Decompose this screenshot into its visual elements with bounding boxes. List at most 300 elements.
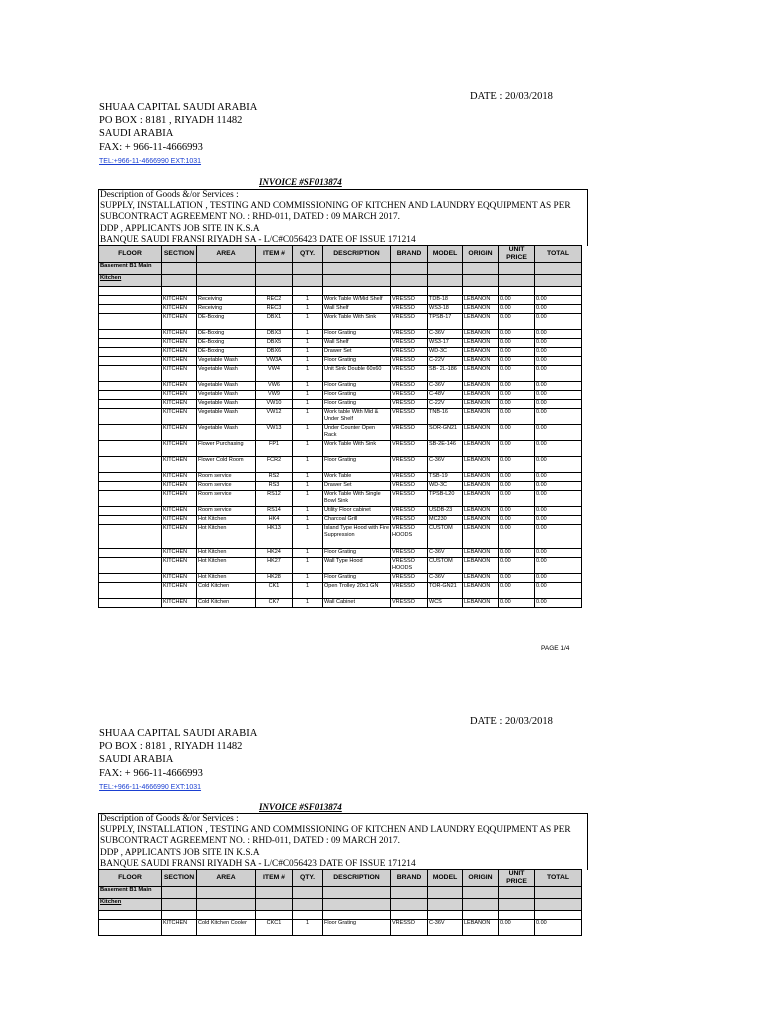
cell-origin: LEBANON xyxy=(463,382,499,391)
cell-brand: VRESSO xyxy=(391,599,428,608)
table-row xyxy=(99,558,582,574)
company-name: SHUAA CAPITAL SAUDI ARABIA xyxy=(99,102,258,113)
table-row xyxy=(99,425,582,441)
cell-qty: 1 xyxy=(293,574,323,583)
empty-cell xyxy=(391,287,428,296)
cell-area: Room service xyxy=(197,482,256,491)
cell-model: TDB-18 xyxy=(428,296,463,305)
cell-floor xyxy=(99,441,162,457)
cell-section: KITCHEN xyxy=(162,441,197,457)
cell-total: 0.00 xyxy=(535,425,582,441)
cell-model: C-22V xyxy=(428,400,463,409)
empty-cell xyxy=(162,287,197,296)
cell-origin: LEBANON xyxy=(463,400,499,409)
cell-brand: VRESSO xyxy=(391,366,428,382)
cell-item: HK13 xyxy=(256,525,293,549)
cell-floor xyxy=(99,366,162,382)
cell-qty: 1 xyxy=(293,305,323,314)
group-cell xyxy=(162,275,197,287)
table-row xyxy=(99,357,582,366)
cell-description: Drawer Set xyxy=(323,348,391,357)
group-cell xyxy=(323,275,391,287)
desc-line: SUPPLY, INSTALLATION , TESTING AND COMMISSIONING OF KITCHEN AND LAUNDRY EQQUIPMENT AS PER xyxy=(100,201,571,212)
cell-brand: VRESSO xyxy=(391,507,428,516)
cell-total: 0.00 xyxy=(535,558,582,574)
cell-origin: LEBANON xyxy=(463,482,499,491)
cell-total: 0.00 xyxy=(535,549,582,558)
col-header-brand: BRAND xyxy=(391,870,428,887)
cell-section: KITCHEN xyxy=(162,473,197,482)
cell-description: Charcoal Grill xyxy=(323,516,391,525)
cell-total: 0.00 xyxy=(535,296,582,305)
fax: FAX: + 966-11-4666993 xyxy=(99,767,203,779)
cell-area: Vegetable Wash xyxy=(197,400,256,409)
cell-model: C-36V xyxy=(428,549,463,558)
col-header-model: MODEL xyxy=(428,246,463,263)
cell-brand: VRESSO xyxy=(391,457,428,473)
cell-floor xyxy=(99,348,162,357)
company-name: SHUAA CAPITAL SAUDI ARABIA xyxy=(99,728,258,739)
cell-qty: 1 xyxy=(293,425,323,441)
cell-brand: VRESSO xyxy=(391,330,428,339)
cell-description: Floor Grating xyxy=(323,330,391,339)
cell-description: Floor Grating xyxy=(323,382,391,391)
cell-section: KITCHEN xyxy=(162,491,197,507)
cell-model: C-22V xyxy=(428,357,463,366)
cell-floor xyxy=(99,339,162,348)
cell-section: KITCHEN xyxy=(162,409,197,425)
cell-section: KITCHEN xyxy=(162,357,197,366)
cell-item: REC3 xyxy=(256,305,293,314)
table-row xyxy=(99,491,582,507)
cell-area: DE-Boxing xyxy=(197,314,256,330)
cell-item: HK24 xyxy=(256,549,293,558)
cell-qty: 1 xyxy=(293,314,323,330)
cell-unit-price: 0.00 xyxy=(499,457,535,473)
goods-description xyxy=(98,189,588,246)
cell-description: Work Table With Sink xyxy=(323,441,391,457)
cell-item: VW4 xyxy=(256,366,293,382)
cell-brand: VRESSO xyxy=(391,339,428,348)
empty-cell xyxy=(293,287,323,296)
col-header-item: ITEM # xyxy=(256,246,293,263)
cell-area: Room service xyxy=(197,507,256,516)
group-cell xyxy=(463,899,499,911)
cell-qty: 1 xyxy=(293,382,323,391)
cell-area: Receiving xyxy=(197,305,256,314)
cell-area: Hot Kitchen xyxy=(197,525,256,549)
empty-cell xyxy=(499,287,535,296)
cell-origin: LEBANON xyxy=(463,296,499,305)
col-header-section: SECTION xyxy=(162,246,197,263)
cell-area: Hot Kitchen xyxy=(197,574,256,583)
cell-floor xyxy=(99,482,162,491)
cell-area: Room service xyxy=(197,473,256,482)
cell-section: KITCHEN xyxy=(162,583,197,599)
group-floor: Basement B1 Main xyxy=(99,887,162,899)
cell-floor xyxy=(99,382,162,391)
col-header-origin: ORIGIN xyxy=(463,246,499,263)
items-table xyxy=(98,245,582,608)
group-area: Kitchen xyxy=(99,899,162,911)
po-box: PO BOX : 8181 , RIYADH 11482 xyxy=(99,115,243,127)
cell-brand: VRESSO xyxy=(391,314,428,330)
desc-line: BANQUE SAUDI FRANSI RIYADH SA - L/C#C056423 DATE OF ISSUE 171214 xyxy=(100,234,416,245)
cell-area: Receiving xyxy=(197,296,256,305)
cell-section: KITCHEN xyxy=(162,305,197,314)
col-header-area: AREA xyxy=(197,870,256,887)
cell-item: DBX5 xyxy=(256,339,293,348)
cell-brand: VRESSO xyxy=(391,491,428,507)
col-header-floor: FLOOR xyxy=(99,870,162,887)
desc-line: DDP , APPLICANTS JOB SITE IN K.S.A xyxy=(100,847,260,858)
cell-item: RS12 xyxy=(256,491,293,507)
cell-model: SB-2E-146 xyxy=(428,441,463,457)
country: SAUDI ARABIA xyxy=(99,128,174,140)
group-cell xyxy=(428,275,463,287)
cell-description: Island Type Hood with Fire Suppression xyxy=(323,525,391,549)
cell-section: KITCHEN xyxy=(162,574,197,583)
cell-qty: 1 xyxy=(293,348,323,357)
cell-unit-price: 0.00 xyxy=(499,507,535,516)
cell-qty: 1 xyxy=(293,482,323,491)
cell-total: 0.00 xyxy=(535,457,582,473)
col-header-qty: QTY. xyxy=(293,870,323,887)
table-row xyxy=(99,507,582,516)
cell-model: TPSB-L20 xyxy=(428,491,463,507)
cell-unit-price: 0.00 xyxy=(499,558,535,574)
cell-item: HK28 xyxy=(256,574,293,583)
cell-origin: LEBANON xyxy=(463,348,499,357)
group-cell xyxy=(293,275,323,287)
group-row xyxy=(99,275,582,287)
table-row xyxy=(99,457,582,473)
group-area: Kitchen xyxy=(99,275,162,287)
cell-description: Floor Grating xyxy=(323,457,391,473)
cell-total: 0.00 xyxy=(535,920,582,936)
cell-description: Work Table W/Mid Shelf xyxy=(323,296,391,305)
cell-total: 0.00 xyxy=(535,348,582,357)
cell-total: 0.00 xyxy=(535,491,582,507)
cell-model: MC230 xyxy=(428,516,463,525)
group-cell xyxy=(197,899,256,911)
cell-qty: 1 xyxy=(293,409,323,425)
col-header-section: SECTION xyxy=(162,870,197,887)
group-row xyxy=(99,887,582,899)
group-cell xyxy=(428,887,463,899)
invoice-date: DATE : 20/03/2018 xyxy=(470,91,553,102)
cell-origin: LEBANON xyxy=(463,507,499,516)
cell-floor xyxy=(99,314,162,330)
country: SAUDI ARABIA xyxy=(99,754,174,766)
cell-brand: VRESSO xyxy=(391,391,428,400)
cell-section: KITCHEN xyxy=(162,400,197,409)
group-cell xyxy=(391,887,428,899)
cell-unit-price: 0.00 xyxy=(499,491,535,507)
group-cell xyxy=(323,899,391,911)
group-cell xyxy=(256,263,293,275)
cell-origin: LEBANON xyxy=(463,339,499,348)
group-cell xyxy=(535,263,582,275)
cell-description: Wall Shelf xyxy=(323,339,391,348)
group-cell xyxy=(499,263,535,275)
cell-unit-price: 0.00 xyxy=(499,473,535,482)
cell-origin: LEBANON xyxy=(463,409,499,425)
table-row xyxy=(99,525,582,549)
cell-unit-price: 0.00 xyxy=(499,391,535,400)
cell-floor xyxy=(99,491,162,507)
empty-cell xyxy=(535,287,582,296)
group-cell xyxy=(463,275,499,287)
cell-total: 0.00 xyxy=(535,391,582,400)
cell-model: C-48V xyxy=(428,391,463,400)
cell-model: WS3-17 xyxy=(428,339,463,348)
col-header-qty: QTY. xyxy=(293,246,323,263)
group-cell xyxy=(391,275,428,287)
col-header-total: TOTAL xyxy=(535,870,582,887)
group-cell xyxy=(428,899,463,911)
cell-description: Open Trolley 20x1 GN xyxy=(323,583,391,599)
group-cell xyxy=(293,263,323,275)
empty-cell xyxy=(428,287,463,296)
cell-qty: 1 xyxy=(293,400,323,409)
group-cell xyxy=(391,263,428,275)
cell-qty: 1 xyxy=(293,516,323,525)
empty-cell xyxy=(99,287,162,296)
cell-description: Wall Cabinet xyxy=(323,599,391,608)
cell-brand: VRESSO xyxy=(391,920,428,936)
cell-origin: LEBANON xyxy=(463,574,499,583)
table-row xyxy=(99,473,582,482)
cell-item: HK27 xyxy=(256,558,293,574)
cell-qty: 1 xyxy=(293,549,323,558)
cell-item: DBX6 xyxy=(256,348,293,357)
cell-total: 0.00 xyxy=(535,357,582,366)
group-cell xyxy=(535,899,582,911)
table-row xyxy=(99,583,582,599)
cell-area: Vegetable Wash xyxy=(197,382,256,391)
cell-unit-price: 0.00 xyxy=(499,441,535,457)
cell-item: CK7 xyxy=(256,599,293,608)
cell-section: KITCHEN xyxy=(162,507,197,516)
cell-unit-price: 0.00 xyxy=(499,382,535,391)
cell-unit-price: 0.00 xyxy=(499,482,535,491)
group-cell xyxy=(197,275,256,287)
group-row xyxy=(99,263,582,275)
cell-model: C-36V xyxy=(428,574,463,583)
cell-origin: LEBANON xyxy=(463,391,499,400)
cell-brand: VRESSO xyxy=(391,574,428,583)
cell-description: Floor Grating xyxy=(323,920,391,936)
group-cell xyxy=(293,899,323,911)
cell-unit-price: 0.00 xyxy=(499,583,535,599)
cell-section: KITCHEN xyxy=(162,330,197,339)
tel-link[interactable]: TEL:+966-11-4666990 EXT:1031 xyxy=(99,783,202,791)
cell-origin: LEBANON xyxy=(463,583,499,599)
cell-section: KITCHEN xyxy=(162,314,197,330)
empty-cell xyxy=(391,911,428,920)
cell-unit-price: 0.00 xyxy=(499,339,535,348)
cell-total: 0.00 xyxy=(535,409,582,425)
cell-description: Floor Grating xyxy=(323,574,391,583)
col-header-description: DESCRIPTION xyxy=(323,870,391,887)
cell-unit-price: 0.00 xyxy=(499,425,535,441)
cell-area: Room service xyxy=(197,491,256,507)
cell-qty: 1 xyxy=(293,491,323,507)
cell-qty: 1 xyxy=(293,391,323,400)
cell-qty: 1 xyxy=(293,583,323,599)
group-cell xyxy=(535,275,582,287)
cell-unit-price: 0.00 xyxy=(499,549,535,558)
items-table xyxy=(98,869,582,936)
cell-area: Cold Kitchen xyxy=(197,583,256,599)
cell-section: KITCHEN xyxy=(162,482,197,491)
col-header-floor: FLOOR xyxy=(99,246,162,263)
cell-area: Hot Kitchen xyxy=(197,558,256,574)
cell-floor xyxy=(99,599,162,608)
cell-description: Floor Grating xyxy=(323,549,391,558)
cell-qty: 1 xyxy=(293,525,323,549)
goods-description xyxy=(98,813,588,870)
col-header-unit-price: UNIT PRICE xyxy=(499,246,535,263)
cell-brand: VRESSO xyxy=(391,549,428,558)
cell-unit-price: 0.00 xyxy=(499,296,535,305)
empty-cell xyxy=(293,911,323,920)
cell-item: FCR2 xyxy=(256,457,293,473)
cell-description: Floor Grating xyxy=(323,391,391,400)
empty-cell xyxy=(323,287,391,296)
cell-total: 0.00 xyxy=(535,574,582,583)
table-row xyxy=(99,920,582,936)
cell-description: Floor Grating xyxy=(323,357,391,366)
cell-origin: LEBANON xyxy=(463,314,499,330)
cell-section: KITCHEN xyxy=(162,366,197,382)
cell-unit-price: 0.00 xyxy=(499,348,535,357)
cell-unit-price: 0.00 xyxy=(499,599,535,608)
table-row xyxy=(99,305,582,314)
col-header-item: ITEM # xyxy=(256,870,293,887)
group-cell xyxy=(323,887,391,899)
cell-item: VW12 xyxy=(256,409,293,425)
cell-brand: VRESSO xyxy=(391,348,428,357)
cell-origin: LEBANON xyxy=(463,599,499,608)
cell-model: C-36V xyxy=(428,382,463,391)
cell-floor xyxy=(99,391,162,400)
cell-item: RS2 xyxy=(256,473,293,482)
cell-area: DE-Boxing xyxy=(197,339,256,348)
cell-qty: 1 xyxy=(293,330,323,339)
desc-line: SUBCONTRACT AGREEMENT NO. : RHD-011, DATED : 09 MARCH 2017. xyxy=(100,836,400,847)
tel-link[interactable]: TEL:+966-11-4666990 EXT:1031 xyxy=(99,157,202,165)
cell-brand: VRESSO xyxy=(391,583,428,599)
group-cell xyxy=(391,899,428,911)
cell-model: CUSTOM xyxy=(428,558,463,574)
cell-total: 0.00 xyxy=(535,366,582,382)
empty-cell xyxy=(197,287,256,296)
col-header-area: AREA xyxy=(197,246,256,263)
cell-unit-price: 0.00 xyxy=(499,314,535,330)
cell-description: Utility Floor cabinet xyxy=(323,507,391,516)
cell-model: TNB-16 xyxy=(428,409,463,425)
cell-origin: LEBANON xyxy=(463,920,499,936)
cell-qty: 1 xyxy=(293,357,323,366)
group-cell xyxy=(323,263,391,275)
cell-floor xyxy=(99,549,162,558)
cell-brand: VRESSO xyxy=(391,409,428,425)
group-cell xyxy=(499,887,535,899)
table-row xyxy=(99,348,582,357)
group-cell xyxy=(463,263,499,275)
cell-brand: VRESSO xyxy=(391,357,428,366)
cell-area: Flower Purchasing xyxy=(197,441,256,457)
cell-area: Cold Kitchen Cooler xyxy=(197,920,256,936)
cell-model: C-36V xyxy=(428,920,463,936)
cell-brand: VRESSO xyxy=(391,425,428,441)
cell-area: Hot Kitchen xyxy=(197,549,256,558)
cell-section: KITCHEN xyxy=(162,425,197,441)
table-row xyxy=(99,296,582,305)
cell-section: KITCHEN xyxy=(162,599,197,608)
cell-origin: LEBANON xyxy=(463,441,499,457)
cell-total: 0.00 xyxy=(535,305,582,314)
cell-brand: VRESSO HOODS xyxy=(391,525,428,549)
cell-qty: 1 xyxy=(293,558,323,574)
po-box: PO BOX : 8181 , RIYADH 11482 xyxy=(99,741,243,753)
cell-item: CK1 xyxy=(256,583,293,599)
table-row xyxy=(99,391,582,400)
cell-total: 0.00 xyxy=(535,382,582,391)
cell-qty: 1 xyxy=(293,441,323,457)
cell-total: 0.00 xyxy=(535,400,582,409)
company-address xyxy=(99,727,257,794)
group-cell xyxy=(197,263,256,275)
cell-floor xyxy=(99,920,162,936)
cell-origin: LEBANON xyxy=(463,473,499,482)
cell-description: Under Counter Open Rack xyxy=(323,425,391,441)
col-header-brand: BRAND xyxy=(391,246,428,263)
table-row xyxy=(99,339,582,348)
empty-cell xyxy=(256,287,293,296)
cell-unit-price: 0.00 xyxy=(499,525,535,549)
cell-total: 0.00 xyxy=(535,516,582,525)
cell-unit-price: 0.00 xyxy=(499,305,535,314)
cell-description: Work Table With Single Bowl Sink xyxy=(323,491,391,507)
company-address xyxy=(99,101,257,168)
cell-brand: VRESSO xyxy=(391,473,428,482)
cell-item: VW10 xyxy=(256,400,293,409)
cell-area: Cold Kitchen xyxy=(197,599,256,608)
cell-origin: LEBANON xyxy=(463,558,499,574)
cell-qty: 1 xyxy=(293,296,323,305)
cell-model: C-36V xyxy=(428,457,463,473)
cell-qty: 1 xyxy=(293,920,323,936)
cell-floor xyxy=(99,558,162,574)
cell-area: Vegetable Wash xyxy=(197,425,256,441)
cell-origin: LEBANON xyxy=(463,516,499,525)
cell-floor xyxy=(99,457,162,473)
cell-item: FP1 xyxy=(256,441,293,457)
cell-brand: VRESSO xyxy=(391,305,428,314)
col-header-origin: ORIGIN xyxy=(463,870,499,887)
cell-section: KITCHEN xyxy=(162,339,197,348)
cell-section: KITCHEN xyxy=(162,391,197,400)
desc-line: SUBCONTRACT AGREEMENT NO. : RHD-011, DATED : 09 MARCH 2017. xyxy=(100,212,400,223)
cell-item: RS14 xyxy=(256,507,293,516)
empty-cell xyxy=(463,287,499,296)
table-row xyxy=(99,599,582,608)
table-row xyxy=(99,516,582,525)
cell-origin: LEBANON xyxy=(463,457,499,473)
